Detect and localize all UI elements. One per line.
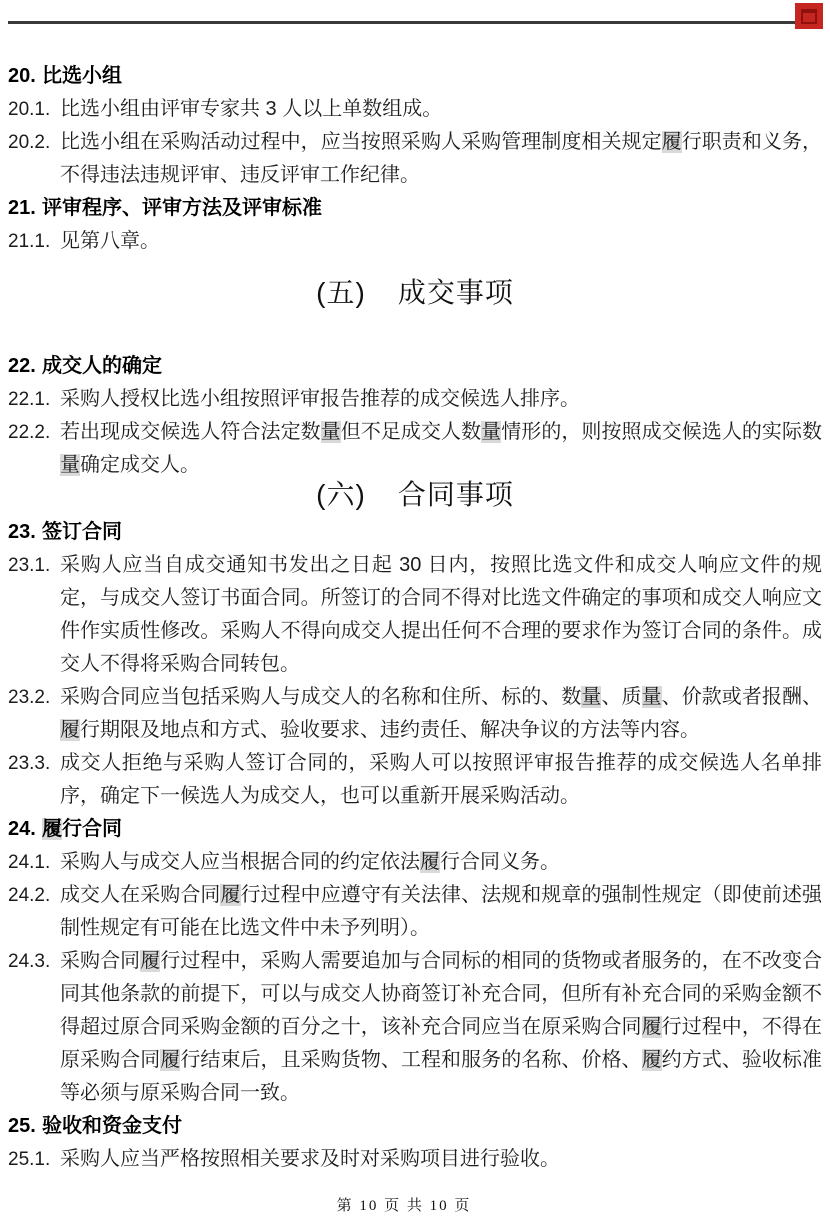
- section-heading: [8, 350, 822, 383]
- section-heading: [8, 60, 822, 93]
- chapter-number: (五): [316, 277, 366, 308]
- clause-number: 23.1.: [8, 555, 51, 576]
- seal-glyph-icon: [801, 9, 817, 24]
- clause-text: 成交人拒绝与采购人签订合同的，采购人可以按照评审报告推荐的成交候选人名单排序，确定下一候选人为成交人，也可以重新开展采购活动。: [60, 752, 822, 807]
- font-substitution-highlight: 履: [220, 884, 241, 906]
- clause-item: [8, 681, 822, 747]
- section-heading: [8, 1110, 822, 1143]
- clause-text: 采购人授权比选小组按照评审报告推荐的成交候选人排序。: [60, 388, 580, 410]
- section-heading: [8, 192, 822, 225]
- clause-item: [8, 549, 822, 681]
- clause-item: [8, 846, 822, 879]
- clause-number: 25.1.: [8, 1149, 51, 1170]
- clause-text: 采购合同履行过程中，采购人需要追加与合同标的相同的货物或者服务的，在不改变合同其他条款的前提下，可以与成交人协商签订补充合同，但所有补充合同的采购金额不得超过原合同采购金额的百分之十，该补充合同应当在原采购合同履行过程中，不得在原采购合同履行结束后，且采购货物、工程和服务的名称、价格、履约方式、验收标准等必须与原采购合同一致。: [60, 950, 823, 1104]
- clause-number: 25.: [8, 1115, 36, 1137]
- font-substitution-highlight: 履: [661, 131, 682, 153]
- clause-number: 22.1.: [8, 389, 51, 410]
- section-heading: [8, 813, 822, 846]
- clause-number: 23.3.: [8, 753, 51, 774]
- page-number-text: 第 10 页 共 10 页: [336, 1198, 472, 1214]
- clause-number: 23.: [8, 521, 36, 543]
- red-seal-icon: [795, 3, 823, 29]
- clause-item: [8, 126, 822, 192]
- font-substitution-highlight: 履: [160, 1049, 181, 1071]
- font-substitution-highlight: 履: [420, 851, 440, 873]
- section-heading-text: 签订合同: [42, 521, 122, 543]
- clause-text: 若出现成交候选人符合法定数量但不足成交人数量情形的，则按照成交候选人的实际数量确定成交人。: [60, 421, 823, 476]
- clause-text: 采购合同应当包括采购人与成交人的名称和住所、标的、数量、质量、价款或者报酬、履行期限及地点和方式、验收要求、违约责任、解决争议的方法等内容。: [60, 686, 823, 741]
- clause-item: [8, 383, 822, 416]
- font-substitution-highlight: 履: [641, 1016, 662, 1038]
- font-substitution-highlight: 量: [481, 421, 502, 443]
- header-rule: [8, 21, 812, 24]
- clause-item: [8, 945, 822, 1110]
- font-substitution-highlight: 履: [140, 950, 161, 972]
- font-substitution-highlight: 量: [320, 421, 341, 443]
- font-substitution-highlight: 量: [60, 454, 80, 476]
- clause-number: 21.1.: [8, 231, 51, 252]
- chapter-title: 成交事项: [397, 277, 514, 308]
- clause-text: 采购人应当自成交通知书发出之日起 30 日内，按照比选文件和成交人响应文件的规定，与成交人签订书面合同。所签订的合同不得对比选文件确定的事项和成交人响应文件作实质性修改。采购人不得向成交人提出任何不合理的要求作为签订合同的条件。成交人不得将采购合同转包。: [60, 554, 822, 675]
- font-substitution-highlight: 履: [641, 1049, 662, 1071]
- clause-item: [8, 879, 822, 945]
- font-substitution-highlight: 履: [60, 719, 80, 741]
- clause-text: 采购人与成交人应当根据合同的约定依法履行合同义务。: [60, 851, 560, 873]
- font-substitution-highlight: 量: [641, 686, 662, 708]
- clause-item: [8, 93, 822, 126]
- clause-number: 21.: [8, 197, 36, 219]
- clause-text: 采购人应当严格按照相关要求及时对采购项目进行验收。: [60, 1148, 560, 1170]
- clause-item: [8, 747, 822, 813]
- section-heading-text: 评审程序、评审方法及评审标准: [42, 197, 322, 219]
- section-heading-text: 履行合同: [42, 818, 122, 840]
- clause-text: 比选小组由评审专家共 3 人以上单数组成。: [60, 98, 443, 120]
- clause-text: 见第八章。: [60, 230, 160, 252]
- chapter-title: 合同事项: [397, 479, 514, 510]
- clause-number: 24.1.: [8, 852, 51, 873]
- clause-number: 24.2.: [8, 885, 51, 906]
- page-footer: [0, 1194, 808, 1215]
- clause-number: 24.: [8, 818, 36, 840]
- font-substitution-highlight: 量: [581, 686, 602, 708]
- clause-text: 成交人在采购合同履行过程中应遵守有关法律、法规和规章的强制性规定（即使前述强制性规定有可能在比选文件中未予列明）。: [60, 884, 823, 939]
- chapter-number: (六): [316, 479, 366, 510]
- clause-text: 比选小组在采购活动过程中，应当按照采购人采购管理制度相关规定履行职责和义务，不得违法违规评审、违反评审工作纪律。: [60, 131, 823, 186]
- clause-number: 20.2.: [8, 132, 51, 153]
- clause-number: 22.2.: [8, 422, 51, 443]
- font-substitution-highlight: 履: [42, 818, 62, 840]
- clause-number: 22.: [8, 355, 36, 377]
- clause-number: 20.1.: [8, 99, 51, 120]
- clause-number: 24.3.: [8, 951, 51, 972]
- section-heading-text: 成交人的确定: [42, 355, 162, 377]
- chapter-heading: [8, 272, 822, 314]
- section-heading: [8, 516, 822, 549]
- document-body: [8, 60, 822, 1176]
- clause-number: 20.: [8, 65, 36, 87]
- clause-item: [8, 225, 822, 258]
- clause-item: [8, 1143, 822, 1176]
- section-heading-text: 验收和资金支付: [42, 1115, 182, 1137]
- clause-number: 23.2.: [8, 687, 51, 708]
- clause-item: [8, 416, 822, 482]
- section-heading-text: 比选小组: [42, 65, 122, 87]
